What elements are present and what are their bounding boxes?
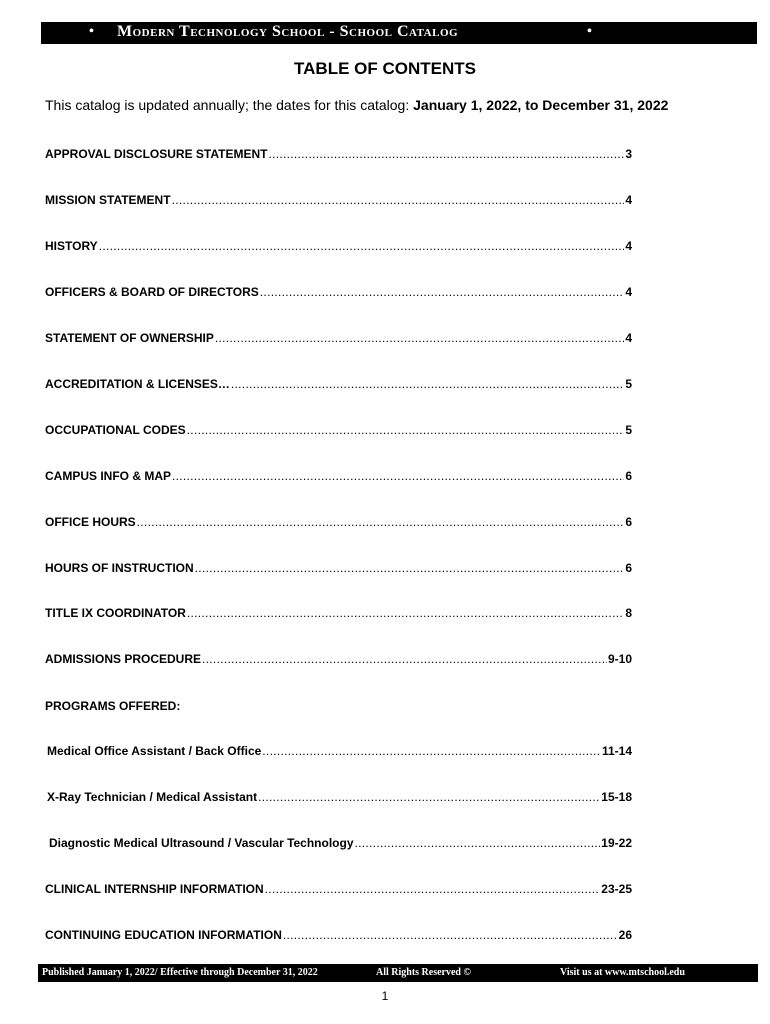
toc-entry-label: OCCUPATIONAL CODES [45, 423, 186, 437]
toc-entry-label: STATEMENT OF OWNERSHIP [45, 331, 214, 345]
toc-entry-accreditation[interactable] [45, 377, 632, 391]
catalog-header-title: Modern Technology School - School Catalog [117, 23, 459, 40]
toc-leader-dots [187, 606, 624, 620]
toc-entry-page: 8 [625, 606, 632, 620]
toc-leader-dots [137, 515, 625, 529]
programs-offered-heading: PROGRAMS OFFERED: [45, 699, 181, 713]
toc-entry-office-hours[interactable] [45, 515, 632, 529]
catalog-footer-bar [38, 964, 758, 982]
toc-leader-dots [260, 285, 625, 299]
toc-entry-page: 4 [625, 285, 632, 299]
toc-entry-diagnostic-ultrasound[interactable] [49, 836, 632, 850]
toc-leader-dots [262, 744, 601, 758]
footer-published: Published January 1, 2022/ Effective through December 31, 2022 [42, 967, 318, 978]
toc-entry-page: 15-18 [601, 790, 632, 804]
toc-entry-page: 5 [625, 423, 632, 437]
toc-entry-mission-statement[interactable] [45, 193, 632, 207]
toc-entry-label: OFFICERS & BOARD OF DIRECTORS [45, 285, 259, 299]
toc-entry-continuing-education[interactable] [45, 928, 632, 942]
toc-entry-page: 9-10 [607, 652, 632, 666]
toc-leader-dots [283, 928, 618, 942]
toc-entry-label: CLINICAL INTERNSHIP INFORMATION [45, 882, 264, 896]
toc-leader-dots [258, 790, 600, 804]
toc-entry-history[interactable] [45, 239, 632, 253]
toc-leader-dots [265, 882, 601, 896]
toc-entry-page: 4 [625, 193, 632, 207]
intro-text: This catalog is updated annually; the dates for this catalog: [45, 97, 414, 113]
toc-title: TABLE OF CONTENTS [294, 59, 476, 78]
toc-entry-page: 26 [618, 928, 632, 942]
intro-dates: January 1, 2022, to December 31, 2022 [413, 97, 669, 113]
toc-entry-label: OFFICE HOURS [45, 515, 136, 529]
toc-entry-page: 11-14 [601, 744, 632, 758]
toc-leader-dots [355, 836, 601, 850]
toc-entry-label: TITLE IX COORDINATOR [45, 606, 186, 620]
toc-entry-page: 5 [625, 377, 632, 391]
toc-entry-label: ADMISSIONS PROCEDURE [45, 652, 202, 666]
toc-entry-label: Medical Office Assistant / Back Office [47, 744, 262, 758]
toc-leader-dots [202, 652, 607, 666]
toc-leader-dots [99, 239, 625, 253]
page-number: 1 [381, 989, 389, 1003]
toc-entry-label: ACCREDITATION & LICENSES… [45, 377, 230, 391]
footer-website: Visit us at www.mtschool.edu [560, 967, 685, 978]
toc-entry-page: 19-22 [601, 836, 632, 850]
footer-rights: All Rights Reserved © [376, 967, 471, 978]
toc-entry-approval-disclosure[interactable] [45, 147, 632, 161]
toc-entry-admissions[interactable] [45, 652, 632, 666]
toc-entry-page: 4 [625, 331, 632, 345]
toc-entry-page: 3 [625, 147, 632, 161]
toc-leader-dots [195, 561, 625, 575]
toc-entry-label: Diagnostic Medical Ultrasound / Vascular Technology [49, 836, 354, 850]
toc-entry-xray-technician[interactable] [47, 790, 632, 804]
toc-leader-dots [187, 423, 625, 437]
toc-leader-dots [215, 331, 624, 345]
toc-leader-dots [172, 469, 624, 483]
catalog-intro [45, 97, 668, 113]
toc-entry-label: CAMPUS INFO & MAP [45, 469, 171, 483]
toc-entry-campus-info[interactable] [45, 469, 632, 483]
toc-leader-dots [172, 193, 625, 207]
toc-entry-occupational-codes[interactable] [45, 423, 632, 437]
toc-entry-label: HOURS OF INSTRUCTION [45, 561, 194, 575]
toc-entry-clinical-internship[interactable] [45, 882, 632, 896]
toc-entry-label: X-Ray Technician / Medical Assistant [47, 790, 258, 804]
toc-entry-label: HISTORY [45, 239, 98, 253]
toc-entry-officers-board[interactable] [45, 285, 632, 299]
toc-entry-page: 4 [625, 239, 632, 253]
catalog-header-bar [41, 22, 757, 44]
toc-entry-page: 6 [625, 469, 632, 483]
toc-entry-statement-ownership[interactable] [45, 331, 632, 345]
toc-entry-page: 6 [625, 561, 632, 575]
header-bullet-right: • [587, 24, 593, 39]
toc-entry-medical-office-assistant[interactable] [47, 744, 632, 758]
header-bullet-left: • [89, 24, 95, 39]
toc-leader-dots [231, 377, 624, 391]
toc-entry-label: MISSION STATEMENT [45, 193, 171, 207]
toc-entry-page: 23-25 [601, 882, 632, 896]
toc-entry-label: APPROVAL DISCLOSURE STATEMENT [45, 147, 268, 161]
toc-entry-hours-instruction[interactable] [45, 561, 632, 575]
toc-entry-page: 6 [625, 515, 632, 529]
toc-entry-title-ix[interactable] [45, 606, 632, 620]
toc-entry-label: CONTINUING EDUCATION INFORMATION [45, 928, 282, 942]
toc-leader-dots [268, 147, 624, 161]
